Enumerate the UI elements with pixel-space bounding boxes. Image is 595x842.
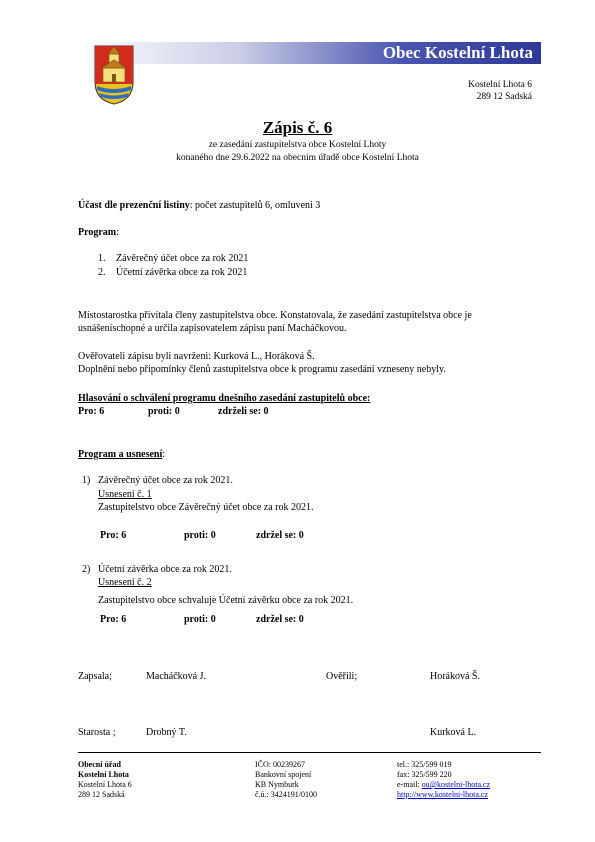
resolution-2-text: Zastupitelstvo obce schvaluje Účetní závěrku obce za rok 2021.: [98, 595, 354, 606]
footer-contact: [397, 760, 490, 800]
resolution-2-proti: proti: 0: [184, 614, 216, 625]
recorded-by-name: Macháčková J.: [146, 671, 206, 682]
footer-bank: IČO: 00239267 Bankovní spojení KB Nymburk č.ú.: 3424191/0100: [255, 760, 317, 799]
footer-office: Obecní úřad Kostelní Lhota Kostelní Lhota 6 289 12 Sadská: [78, 760, 132, 799]
footer-divider: [78, 752, 541, 753]
footer-email-row: e-mail: ou@kostelni-lhota.cz: [397, 780, 491, 789]
mayor-name: Drobný T.: [146, 727, 187, 738]
program-vote-zdrzeli: zdrželi se: 0: [218, 406, 269, 417]
resolution-1-number: 1): [82, 475, 91, 486]
attendance-text: : počet zastupitelů 6, omluveni 3: [189, 200, 321, 211]
footer-phone: tel.: 325/599 019: [397, 760, 452, 769]
resolutions-heading: Program a usnesení:: [78, 449, 166, 460]
org-name: Obec Kostelní Lhota: [382, 43, 533, 62]
verifiers-line-1: Ověřovateli zápisu byli navrženi: Kurková L., Horáková Š.: [78, 351, 315, 362]
footer-fax: fax: 325/599 220: [397, 770, 452, 779]
document-title: Zápis č. 6: [262, 118, 333, 137]
attendance: [78, 200, 320, 211]
address-line-1: Kostelní Lhota 6: [468, 80, 532, 90]
resolution-1-zdrzeli: zdržel se: 0: [256, 530, 304, 541]
resolution-1-text: Zastupitelstvo obce Závěrečný účet obce za rok 2021.: [98, 502, 314, 513]
verifiers-line-2: Doplnění nebo připomínky členů zastupitelstva obce k programu zasedání vzneseny nebyly.: [78, 364, 446, 375]
resolution-2-pro: Pro: 6: [100, 614, 127, 625]
email-link[interactable]: ou@kostelni-lhota.cz: [421, 780, 491, 789]
resolution-1-label: Usnesení č. 1: [98, 489, 152, 500]
coat-of-arms-icon: [93, 44, 135, 106]
resolution-1-proti: proti: 0: [184, 530, 216, 541]
intro-line-1: Místostarostka přivítala členy zastupitelstva obce. Konstatovala, že zasedání zastupitelstva obce je: [78, 310, 472, 321]
recorded-by-label: Zapsala;: [78, 671, 112, 682]
resolution-2-title: Účetní závěrka obce za rok 2021.: [98, 564, 232, 575]
mayor-label: Starosta ;: [78, 727, 116, 738]
program-label: Program: [78, 227, 117, 238]
program-vote-proti: proti: 0: [148, 406, 180, 417]
subtitle-line-2: konaného dne 29.6.2022 na obecním úřadě obce Kostelní Lhota: [176, 153, 419, 163]
resolution-1-pro: Pro: 6: [100, 530, 127, 541]
program-vote-heading: Hlasování o schválení programu dnešního zasedání zastupitelů obce:: [78, 393, 371, 404]
program-item-1: 1. Závěrečný účet obce za rok 2021: [98, 253, 249, 264]
resolution-2-label: Usnesení č. 2: [98, 577, 152, 588]
subtitle-line-1: ze zasedání zastupitelstva obce Kostelní Lhoty: [208, 140, 387, 150]
intro-line-2: usnášeníschopné a určila zapisovatelem zápisu paní Macháčkovou.: [78, 323, 347, 334]
resolution-1-title: Závěrečný účet obce za rok 2021.: [98, 475, 233, 486]
verified-by-label: Ověřili;: [326, 671, 358, 682]
attendance-label: Účast dle prezenční listiny: [78, 200, 190, 211]
program-item-2: 2. Účetní závěrka obce za rok 2021: [98, 267, 248, 278]
header-bar: [78, 42, 541, 64]
resolution-2-zdrzeli: zdržel se: 0: [256, 614, 304, 625]
verifier-1-name: Horáková Š.: [430, 671, 480, 682]
program-heading: Program:: [78, 227, 119, 238]
program-vote-pro: Pro: 6: [78, 406, 105, 417]
verifier-2-name: Kurková L.: [430, 727, 477, 738]
address-line-2: 289 12 Sadská: [476, 92, 532, 102]
resolution-2-number: 2): [82, 564, 91, 575]
website-link[interactable]: http://www.kostelni-lhota.cz: [397, 790, 489, 799]
